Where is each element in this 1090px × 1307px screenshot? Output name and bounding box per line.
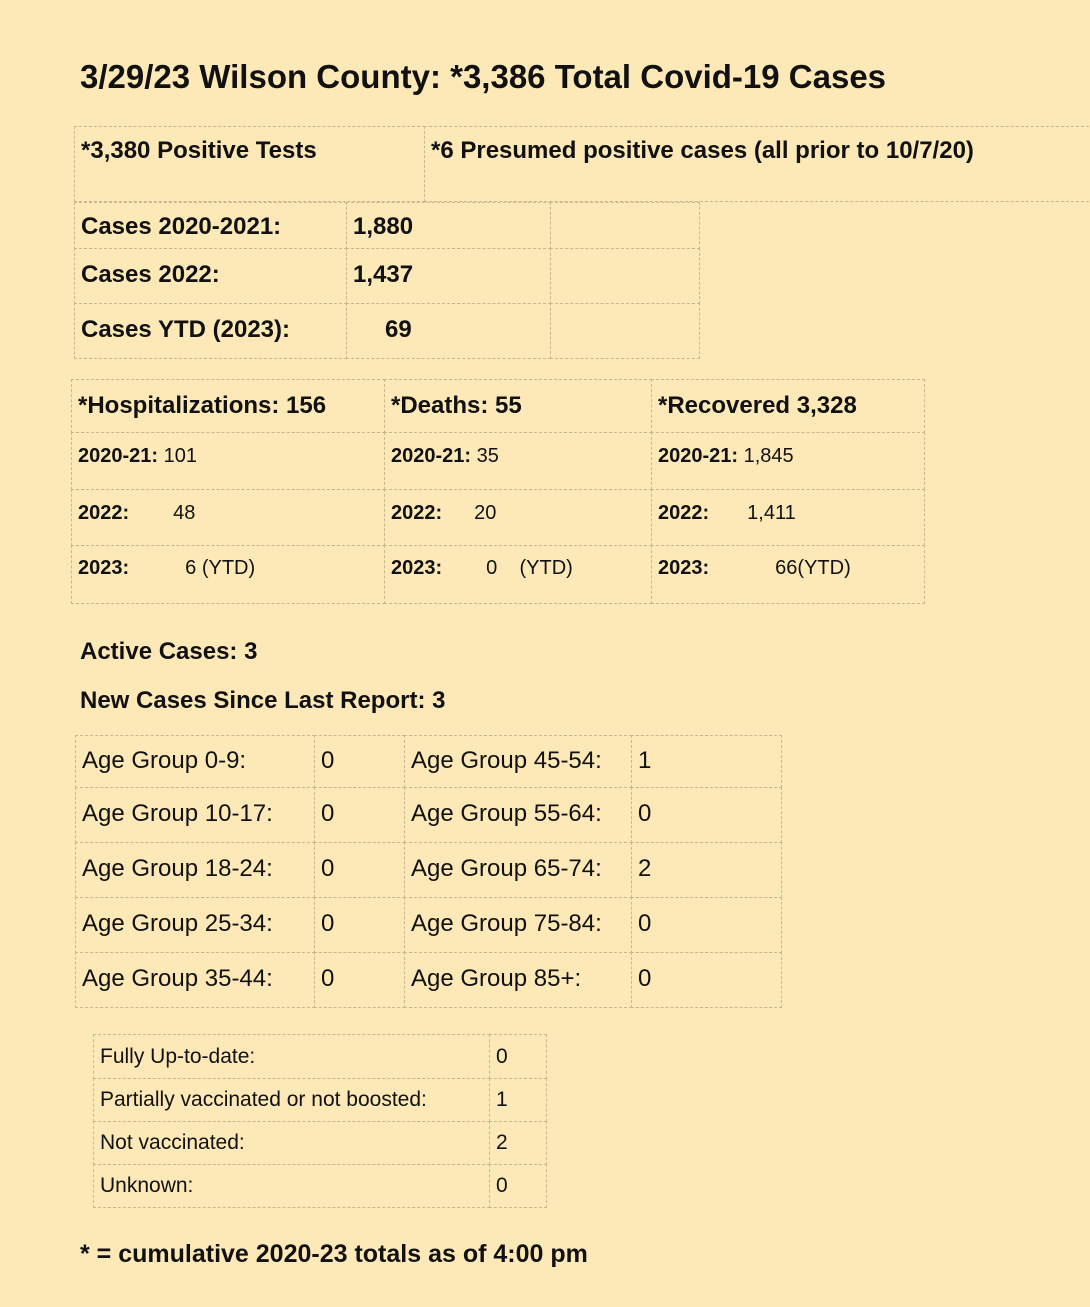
recovered-header: *Recovered 3,328: [651, 379, 925, 433]
cases-value: 1,437: [346, 248, 551, 304]
vaccination-label: Partially vaccinated or not boosted:: [93, 1078, 490, 1122]
year-value: 0 (YTD): [486, 557, 573, 579]
year-label: 2020-21:: [78, 445, 159, 467]
hospitalizations-row: [71, 489, 385, 546]
age-group-label: Age Group 35-44:: [75, 952, 315, 1008]
year-label: 2023:: [658, 557, 710, 579]
recovered-row: [651, 432, 925, 490]
age-group-value: 1: [631, 735, 782, 788]
age-group-label: Age Group 65-74:: [404, 842, 632, 898]
age-group-label: Age Group 55-64:: [404, 787, 632, 843]
age-group-value: 2: [631, 842, 782, 898]
year-value: 1,845: [743, 445, 794, 467]
new-cases: New Cases Since Last Report: 3: [80, 687, 446, 714]
age-group-value: 0: [314, 735, 405, 788]
empty-cell: [550, 303, 700, 359]
footnote: * = cumulative 2020-23 totals as of 4:00 pm: [80, 1240, 588, 1268]
age-group-label: Age Group 75-84:: [404, 897, 632, 953]
age-group-label: Age Group 85+:: [404, 952, 632, 1008]
age-group-label: Age Group 10-17:: [75, 787, 315, 843]
age-group-label: Age Group 45-54:: [404, 735, 632, 788]
cases-label: Cases 2022:: [74, 248, 347, 304]
age-group-value: 0: [631, 952, 782, 1008]
year-label: 2022:: [78, 502, 130, 524]
deaths-header: *Deaths: 55: [384, 379, 652, 433]
page-title: 3/29/23 Wilson County: *3,386 Total Covid-19 Cases: [80, 58, 887, 95]
cases-label: Cases 2020-2021:: [74, 202, 347, 249]
year-value: 1,411: [747, 502, 796, 524]
age-group-value: 0: [314, 952, 405, 1008]
year-value: 6 (YTD): [185, 557, 256, 579]
year-value: 66(YTD): [775, 557, 851, 579]
vaccination-label: Unknown:: [93, 1164, 490, 1208]
year-label: 2020-21:: [658, 445, 739, 467]
age-group-label: Age Group 0-9:: [75, 735, 315, 788]
age-group-label: Age Group 18-24:: [75, 842, 315, 898]
hospitalizations-row: [71, 545, 385, 604]
active-cases: Active Cases: 3: [80, 638, 258, 665]
year-label: 2023:: [78, 557, 130, 579]
recovered-row: [651, 489, 925, 546]
deaths-row: [384, 432, 652, 490]
vaccination-label: Fully Up-to-date:: [93, 1034, 490, 1079]
empty-cell: [550, 202, 700, 249]
hospitalizations-header: *Hospitalizations: 156: [71, 379, 385, 433]
hospitalizations-row: [71, 432, 385, 490]
year-label: 2023:: [391, 557, 443, 579]
year-value: 20: [474, 502, 497, 524]
year-value: 101: [163, 445, 197, 467]
year-label: 2022:: [658, 502, 710, 524]
empty-cell: [550, 248, 700, 304]
positive-tests-cell: *3,380 Positive Tests: [74, 126, 425, 202]
age-group-value: 0: [631, 897, 782, 953]
age-group-value: 0: [314, 897, 405, 953]
year-label: 2020-21:: [391, 445, 472, 467]
vaccination-label: Not vaccinated:: [93, 1121, 490, 1165]
presumed-cases-cell: *6 Presumed positive cases (all prior to 10/7/20): [424, 126, 1090, 202]
recovered-row: [651, 545, 925, 604]
cases-value: 69: [346, 303, 551, 359]
vaccination-value: 2: [489, 1121, 547, 1165]
vaccination-value: 0: [489, 1164, 547, 1208]
cases-value: 1,880: [346, 202, 551, 249]
deaths-row: [384, 489, 652, 546]
vaccination-value: 1: [489, 1078, 547, 1122]
deaths-row: [384, 545, 652, 604]
vaccination-value: 0: [489, 1034, 547, 1079]
cases-label: Cases YTD (2023):: [74, 303, 347, 359]
year-value: 48: [173, 502, 196, 524]
age-group-value: 0: [314, 787, 405, 843]
age-group-value: 0: [314, 842, 405, 898]
year-value: 35: [476, 445, 499, 467]
year-label: 2022:: [391, 502, 443, 524]
age-group-label: Age Group 25-34:: [75, 897, 315, 953]
age-group-value: 0: [631, 787, 782, 843]
